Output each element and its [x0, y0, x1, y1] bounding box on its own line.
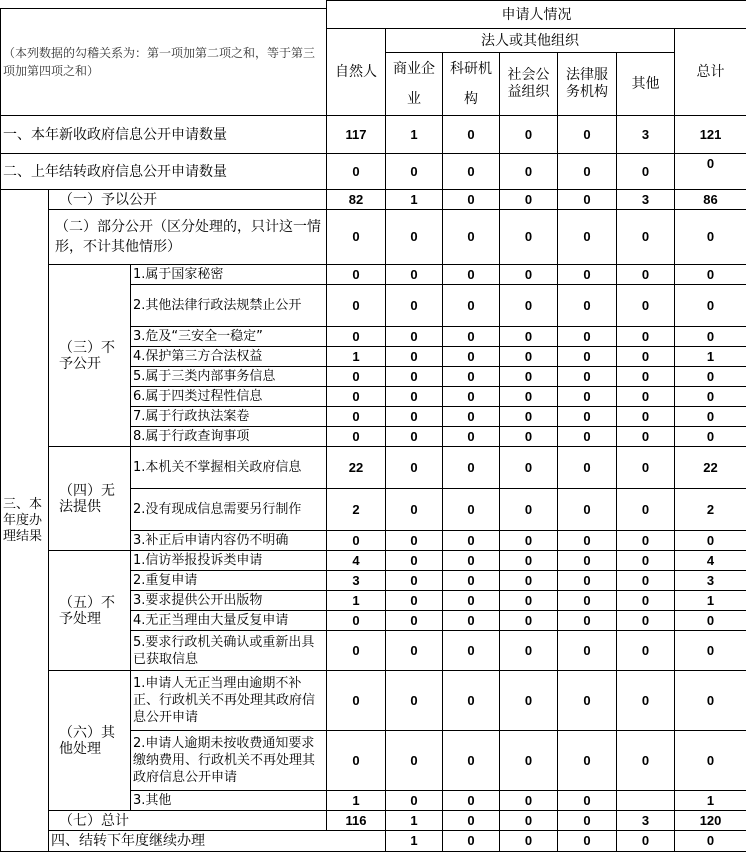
value-cell: 0 — [386, 571, 443, 591]
value-cell: 2 — [327, 489, 386, 531]
value-cell: 0 — [675, 631, 746, 671]
value-cell: 0 — [675, 210, 746, 265]
value-cell: 0 — [675, 265, 746, 285]
row-label: 3.危及“三安全一稳定” — [131, 327, 327, 347]
row-label: 5.要求行政机关确认或重新出具已获取信息 — [131, 631, 327, 671]
value-cell: 0 — [386, 791, 443, 811]
value-cell: 0 — [617, 210, 675, 265]
row-label: 2.申请人逾期未按收费通知要求缴纳费用、行政机关不再处理其政府信息公开申请 — [131, 731, 327, 791]
value-cell: 0 — [558, 671, 617, 731]
value-cell: 0 — [386, 285, 443, 327]
value-cell: 1 — [386, 190, 443, 210]
row-label: 5.属于三类内部事务信息 — [131, 367, 327, 387]
value-cell: 0 — [443, 387, 500, 407]
value-cell: 0 — [617, 731, 675, 791]
value-cell: 0 — [327, 531, 386, 551]
value-cell: 0 — [558, 489, 617, 531]
value-cell: 0 — [500, 671, 558, 731]
value-cell: 0 — [443, 551, 500, 571]
value-cell: 0 — [386, 631, 443, 671]
row-label: （二）部分公开（区分处理的，只计这一情形，不计其他情形） — [49, 210, 327, 265]
value-cell: 0 — [443, 116, 500, 154]
value-cell: 0 — [500, 154, 558, 190]
value-cell: 120 — [675, 811, 746, 831]
row-label: （一）予以公开 — [49, 190, 327, 210]
value-cell: 0 — [386, 611, 443, 631]
value-cell: 3 — [617, 190, 675, 210]
value-cell: 0 — [386, 154, 443, 190]
value-cell: 0 — [675, 367, 746, 387]
value-cell: 0 — [558, 611, 617, 631]
value-cell: 0 — [558, 731, 617, 791]
note-cell: （本列数据的勾稽关系为：第一项加第二项之和，等于第三项加第四项之和） — [1, 9, 327, 116]
row-label: 3.补正后申请内容仍不明确 — [131, 531, 327, 551]
value-cell: 0 — [327, 285, 386, 327]
value-cell: 0 — [675, 731, 746, 791]
value-cell: 0 — [675, 154, 746, 190]
value-cell: 116 — [327, 811, 386, 831]
research-header: 科研机构 — [443, 53, 500, 116]
value-cell: 0 — [617, 427, 675, 447]
group-label: （六）其他处理 — [49, 671, 131, 811]
value-cell: 0 — [617, 387, 675, 407]
value-cell: 0 — [500, 367, 558, 387]
row-label: 7.属于行政执法案卷 — [131, 407, 327, 427]
value-cell: 0 — [558, 831, 617, 852]
row-label: 四、结转下年度继续办理 — [49, 831, 386, 852]
value-cell: 0 — [558, 407, 617, 427]
value-cell: 22 — [675, 447, 746, 489]
value-cell: 0 — [558, 427, 617, 447]
value-cell: 0 — [327, 387, 386, 407]
table-row — [1, 116, 746, 154]
value-cell: 0 — [386, 387, 443, 407]
value-cell: 0 — [386, 407, 443, 427]
row-label: 4.保护第三方合法权益 — [131, 347, 327, 367]
value-cell: 0 — [617, 447, 675, 489]
value-cell: 0 — [558, 571, 617, 591]
value-cell: 0 — [443, 190, 500, 210]
value-cell: 0 — [500, 265, 558, 285]
value-cell: 0 — [617, 265, 675, 285]
value-cell: 0 — [675, 611, 746, 631]
value-cell: 1 — [675, 347, 746, 367]
table-row — [1, 831, 746, 852]
value-cell: 0 — [617, 285, 675, 327]
value-cell: 0 — [386, 327, 443, 347]
section-label: 三、本年度办理结果 — [1, 190, 49, 852]
table-row — [1, 154, 746, 190]
value-cell: 1 — [386, 811, 443, 831]
value-cell: 0 — [617, 489, 675, 531]
value-cell: 0 — [500, 591, 558, 611]
value-cell: 0 — [386, 591, 443, 611]
value-cell: 0 — [500, 327, 558, 347]
value-cell: 0 — [443, 367, 500, 387]
value-cell: 0 — [327, 327, 386, 347]
value-cell: 0 — [327, 671, 386, 731]
value-cell: 0 — [327, 427, 386, 447]
row-label: 3.要求提供公开出版物 — [131, 591, 327, 611]
value-cell: 0 — [386, 367, 443, 387]
value-cell: 0 — [386, 265, 443, 285]
applicant-header: 申请人情况 — [327, 1, 746, 29]
value-cell: 0 — [443, 591, 500, 611]
value-cell: 0 — [558, 551, 617, 571]
value-cell: 0 — [617, 367, 675, 387]
value-cell: 0 — [443, 447, 500, 489]
value-cell: 1 — [386, 831, 443, 852]
value-cell: 0 — [558, 116, 617, 154]
value-cell: 0 — [500, 489, 558, 531]
value-cell: 0 — [500, 571, 558, 591]
value-cell: 0 — [443, 671, 500, 731]
value-cell: 0 — [675, 531, 746, 551]
row-label: 一、本年新收政府信息公开申请数量 — [1, 116, 327, 154]
value-cell: 3 — [675, 571, 746, 591]
row-label: 8.属于行政查询事项 — [131, 427, 327, 447]
row-label: 二、上年结转政府信息公开申请数量 — [1, 154, 327, 190]
value-cell: 0 — [558, 190, 617, 210]
value-cell: 1 — [327, 591, 386, 611]
row-label: 6.属于四类过程性信息 — [131, 387, 327, 407]
value-cell: 0 — [558, 387, 617, 407]
value-cell: 0 — [617, 571, 675, 591]
value-cell: 0 — [675, 407, 746, 427]
value-cell: 0 — [500, 791, 558, 811]
natural-person-header: 自然人 — [327, 29, 386, 116]
value-cell: 82 — [327, 190, 386, 210]
table-row — [1, 447, 746, 489]
value-cell: 0 — [675, 831, 746, 852]
row-label: 2.其他法律行政法规禁止公开 — [131, 285, 327, 327]
value-cell: 0 — [675, 387, 746, 407]
table-row — [1, 811, 746, 831]
value-cell: 0 — [617, 407, 675, 427]
value-cell: 0 — [443, 407, 500, 427]
value-cell: 0 — [443, 285, 500, 327]
value-cell: 0 — [558, 531, 617, 551]
value-cell: 0 — [617, 551, 675, 571]
group-label: （四）无法提供 — [49, 447, 131, 551]
row-label: 1.属于国家秘密 — [131, 265, 327, 285]
value-cell: 0 — [386, 489, 443, 531]
row-label: 4.无正当理由大量反复申请 — [131, 611, 327, 631]
table-row — [1, 551, 746, 571]
value-cell: 0 — [558, 347, 617, 367]
value-cell: 117 — [327, 116, 386, 154]
value-cell: 0 — [327, 731, 386, 791]
value-cell: 0 — [558, 791, 617, 811]
row-label: 3.其他 — [131, 791, 327, 811]
value-cell: 0 — [386, 427, 443, 447]
row-label: 1.申请人无正当理由逾期不补正、行政机关不再处理其政府信息公开申请 — [131, 671, 327, 731]
value-cell: 3 — [617, 811, 675, 831]
value-cell: 0 — [443, 791, 500, 811]
value-cell: 0 — [500, 407, 558, 427]
total-header: 总计 — [675, 29, 746, 116]
value-cell: 0 — [386, 731, 443, 791]
value-cell: 1 — [675, 791, 746, 811]
value-cell: 3 — [327, 571, 386, 591]
value-cell: 0 — [443, 427, 500, 447]
value-cell: 0 — [500, 210, 558, 265]
value-cell: 0 — [443, 831, 500, 852]
value-cell: 0 — [327, 367, 386, 387]
value-cell: 0 — [500, 811, 558, 831]
value-cell: 0 — [386, 551, 443, 571]
value-cell: 0 — [617, 531, 675, 551]
legal-entity-header: 法人或其他组织 — [386, 29, 675, 53]
value-cell: 0 — [500, 447, 558, 489]
table-row — [1, 671, 746, 731]
value-cell: 2 — [675, 489, 746, 531]
value-cell: 0 — [386, 671, 443, 731]
value-cell: 0 — [443, 347, 500, 367]
other-header: 其他 — [617, 53, 675, 116]
value-cell: 0 — [386, 210, 443, 265]
value-cell: 0 — [675, 427, 746, 447]
group-label: （三）不予公开 — [49, 265, 131, 447]
value-cell: 0 — [443, 265, 500, 285]
value-cell: 0 — [500, 285, 558, 327]
top-strip — [1, 1, 327, 9]
value-cell: 0 — [500, 190, 558, 210]
value-cell: 0 — [617, 831, 675, 852]
value-cell: 0 — [558, 285, 617, 327]
value-cell: 1 — [386, 116, 443, 154]
row-label: 1.本机关不掌握相关政府信息 — [131, 447, 327, 489]
value-cell: 0 — [558, 631, 617, 671]
commercial-header: 商业企业 — [386, 53, 443, 116]
value-cell: 0 — [500, 387, 558, 407]
value-cell: 0 — [327, 154, 386, 190]
value-cell: 0 — [558, 447, 617, 489]
value-cell: 0 — [443, 531, 500, 551]
value-cell: 0 — [675, 671, 746, 731]
value-cell: 0 — [500, 531, 558, 551]
value-cell: 0 — [443, 489, 500, 531]
legal-service-header: 法律服务机构 — [558, 53, 617, 116]
value-cell: 0 — [443, 811, 500, 831]
value-cell: 0 — [675, 285, 746, 327]
value-cell: 4 — [675, 551, 746, 571]
value-cell: 0 — [617, 347, 675, 367]
value-cell: 0 — [558, 591, 617, 611]
value-cell: 0 — [558, 210, 617, 265]
value-cell: 0 — [617, 671, 675, 731]
value-cell: 0 — [327, 210, 386, 265]
group-label: （五）不予处理 — [49, 551, 131, 671]
value-cell: 0 — [500, 347, 558, 367]
value-cell: 0 — [500, 116, 558, 154]
row-label: 2.没有现成信息需要另行制作 — [131, 489, 327, 531]
value-cell: 0 — [386, 531, 443, 551]
value-cell: 0 — [617, 591, 675, 611]
value-cell: 3 — [617, 116, 675, 154]
value-cell: 0 — [386, 447, 443, 489]
table-row — [1, 265, 746, 285]
value-cell: 0 — [617, 631, 675, 671]
row-label: 1.信访举报投诉类申请 — [131, 551, 327, 571]
value-cell: 0 — [443, 571, 500, 591]
value-cell: 0 — [327, 611, 386, 631]
value-cell: 0 — [675, 327, 746, 347]
value-cell — [617, 791, 675, 811]
value-cell: 0 — [500, 611, 558, 631]
value-cell: 0 — [558, 367, 617, 387]
value-cell: 0 — [500, 631, 558, 671]
value-cell: 0 — [500, 551, 558, 571]
row-label: （七）总计 — [49, 811, 327, 831]
table-row — [1, 190, 746, 210]
value-cell: 0 — [443, 154, 500, 190]
value-cell: 4 — [327, 551, 386, 571]
value-cell: 0 — [617, 154, 675, 190]
value-cell: 22 — [327, 447, 386, 489]
social-header: 社会公益组织 — [500, 53, 558, 116]
value-cell: 0 — [443, 731, 500, 791]
value-cell: 121 — [675, 116, 746, 154]
value-cell: 0 — [617, 327, 675, 347]
value-cell: 0 — [558, 811, 617, 831]
value-cell: 0 — [500, 427, 558, 447]
row-label: 2.重复申请 — [131, 571, 327, 591]
value-cell: 1 — [327, 347, 386, 367]
value-cell: 0 — [327, 407, 386, 427]
value-cell: 0 — [558, 327, 617, 347]
value-cell: 0 — [327, 265, 386, 285]
value-cell: 0 — [443, 210, 500, 265]
value-cell: 1 — [327, 791, 386, 811]
value-cell: 1 — [675, 591, 746, 611]
value-cell: 0 — [500, 831, 558, 852]
value-cell: 0 — [327, 631, 386, 671]
value-cell: 0 — [558, 154, 617, 190]
value-cell: 0 — [443, 327, 500, 347]
value-cell: 86 — [675, 190, 746, 210]
table-row — [1, 210, 746, 265]
value-cell: 0 — [617, 611, 675, 631]
value-cell: 0 — [500, 731, 558, 791]
value-cell: 0 — [443, 611, 500, 631]
value-cell: 0 — [443, 631, 500, 671]
value-cell: 0 — [558, 265, 617, 285]
value-cell: 0 — [386, 347, 443, 367]
